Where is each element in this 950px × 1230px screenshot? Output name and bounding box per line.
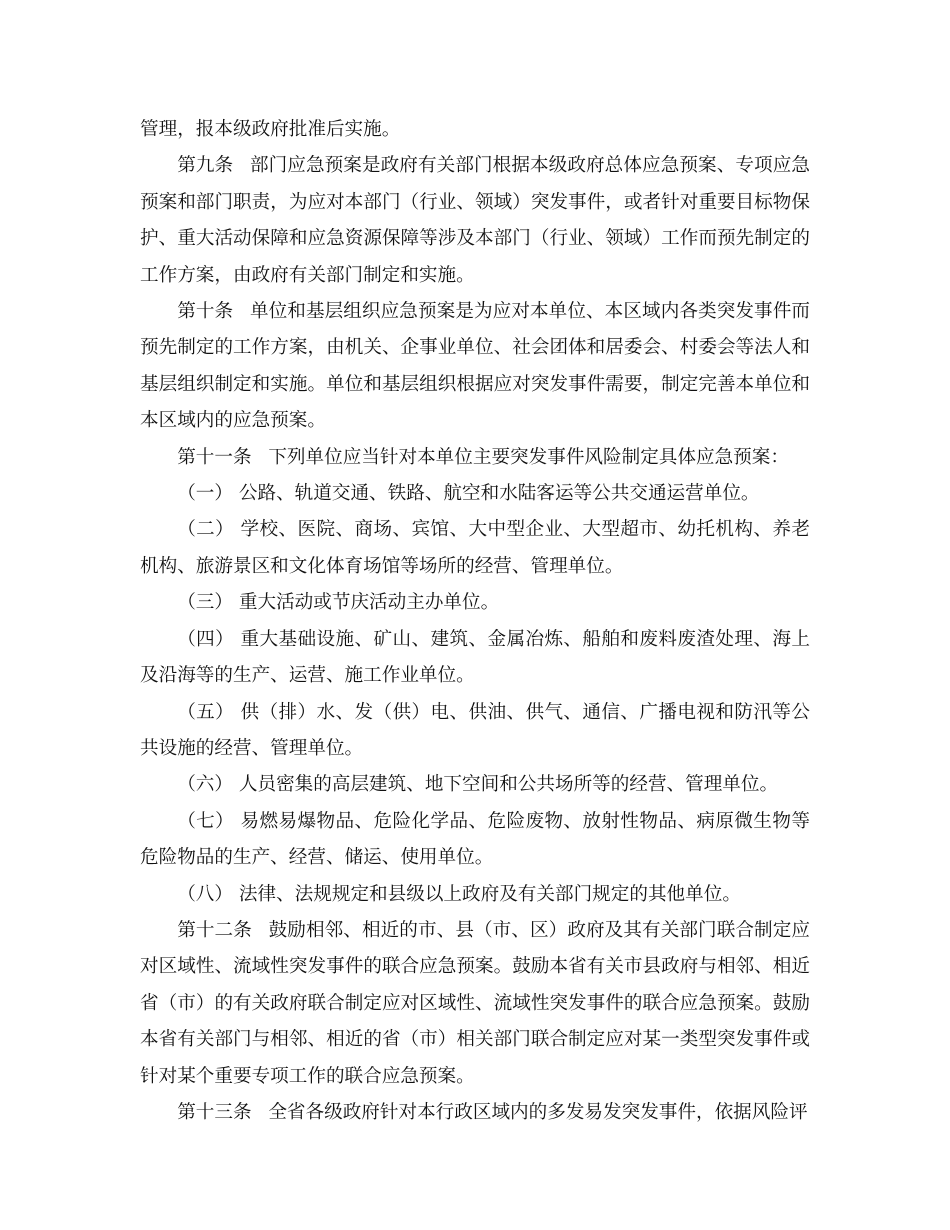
list-item-text: （一） 公路、轨道交通、铁路、航空和水陆客运等公共交通运营单位。 (177, 483, 760, 505)
article-number: 第十条 (177, 301, 234, 323)
list-item-1 (140, 476, 810, 512)
list-item-text: （三） 重大活动或节庆活动主办单位。 (177, 592, 500, 614)
article-text: 单位和基层组织应急预案是为应对本单位、本区域内各类突发事件而预先制定的工作方案，由机关、企事业单位、社会团体和居委会、村委会等法人和基层组织制定和实施。单位和基层组织根据应对突发事件需要，制定完善本单位和本区域内的应急预案。 (140, 301, 810, 432)
list-item-text: （六） 人员密集的高层建筑、地下空间和公共场所等的经营、管理单位。 (177, 774, 779, 796)
article-text: 鼓励相邻、相近的市、县（市、区）政府及其有关部门联合制定应对区域性、流域性突发事件的联合应急预案。鼓励本省有关市县政府与相邻、相近省（市）的有关政府联合制定应对区域性、流域性突发事件的联合应急预案。鼓励本省有关部门与相邻、相近的省（市）相关部门联合制定应对某一类型突发事件或针对某个重要专项工作的联合应急预案。 (140, 919, 810, 1087)
article-number: 第十三条 (177, 1101, 252, 1123)
document-body (140, 112, 810, 1131)
list-item-4 (140, 622, 810, 695)
list-item-3 (140, 585, 810, 621)
list-item-5 (140, 695, 810, 768)
list-item-7 (140, 804, 810, 877)
paragraph-continuation (140, 112, 810, 148)
list-item-8 (140, 877, 810, 913)
article-number: 第十一条 (177, 446, 252, 468)
article-text: 全省各级政府针对本行政区域内的多发易发突发事件，依据风险评 (268, 1101, 808, 1123)
list-item-text: （二） 学校、医院、商场、宾馆、大中型企业、大型超市、幼托机构、养老机构、旅游景区和文化体育场馆等场所的经营、管理单位。 (140, 519, 810, 577)
article-number: 第九条 (177, 155, 234, 177)
article-11 (140, 440, 810, 476)
article-text: 部门应急预案是政府有关部门根据本级政府总体应急预案、专项应急预案和部门职责，为应对本部门（行业、领域）突发事件，或者针对重要目标物保护、重大活动保障和应急资源保障等涉及本部门（行业、领域）工作而预先制定的工作方案，由政府有关部门制定和实施。 (140, 155, 810, 286)
list-item-2 (140, 512, 810, 585)
list-item-text: （八） 法律、法规规定和县级以上政府及有关部门规定的其他单位。 (177, 883, 741, 905)
article-9 (140, 148, 810, 294)
article-10 (140, 294, 810, 440)
list-item-6 (140, 767, 810, 803)
article-12 (140, 913, 810, 1095)
paragraph-text: 管理，报本级政府批准后实施。 (140, 119, 401, 140)
list-item-text: （七） 易燃易爆物品、危险化学品、危险废物、放射性物品、病原微生物等危险物品的生产、经营、储运、使用单位。 (140, 810, 810, 869)
article-number: 第十二条 (177, 919, 252, 941)
article-13 (140, 1095, 810, 1131)
list-item-text: （五） 供（排）水、发（供）电、供油、供气、通信、广播电视和防汛等公共设施的经营、管理单位。 (140, 701, 810, 759)
article-text: 下列单位应当针对本单位主要突发事件风险制定具体应急预案： (268, 446, 789, 468)
list-item-text: （四） 重大基础设施、矿山、建筑、金属冶炼、船舶和废料废渣处理、海上及沿海等的生产、运营、施工作业单位。 (140, 628, 810, 687)
